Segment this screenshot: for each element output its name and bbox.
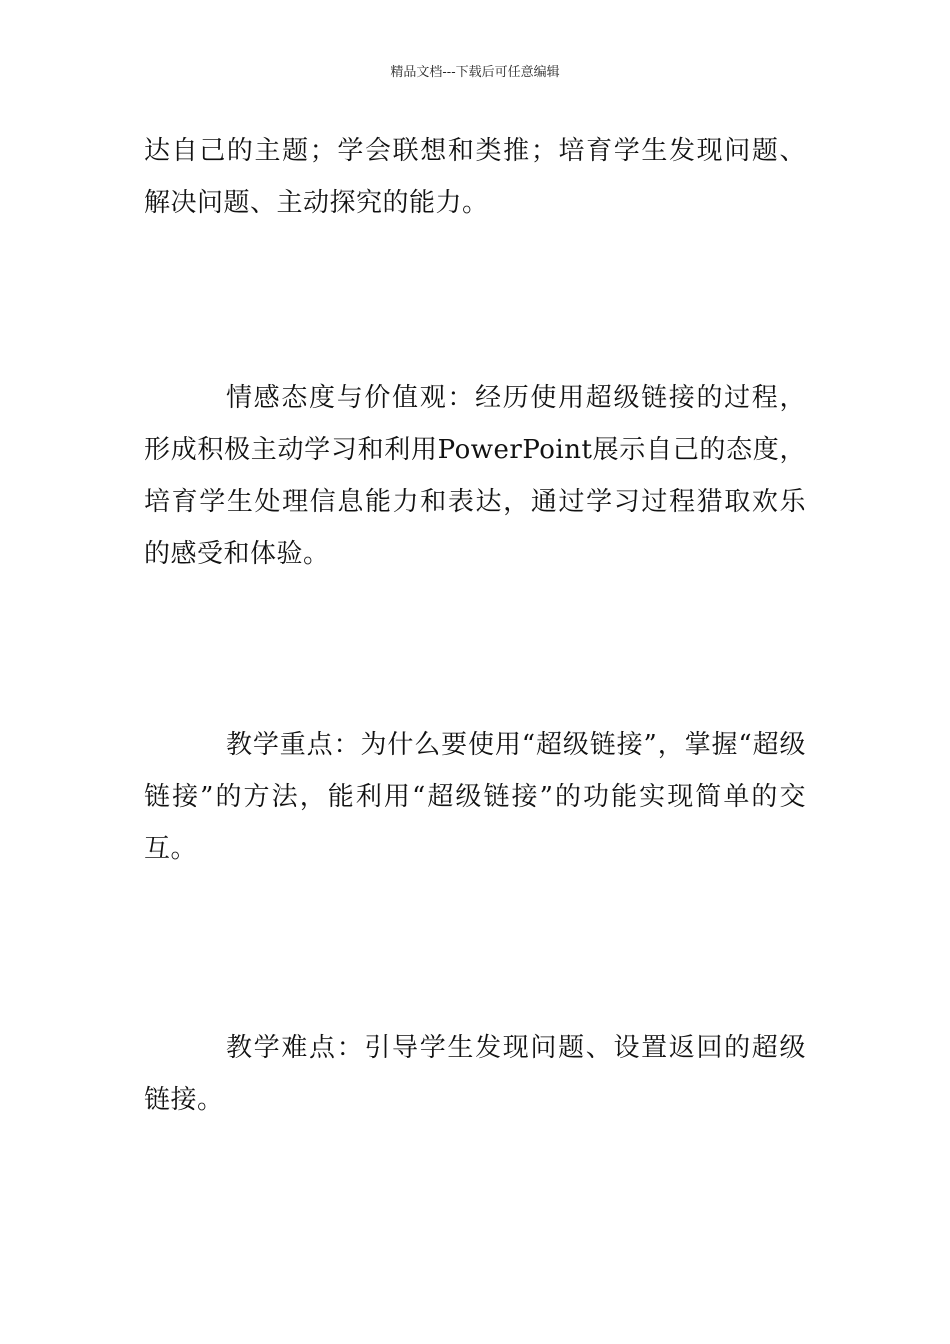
paragraph-teaching-key-points: 教学重点：为什么要使用“超级链接”，掌握“超级链接”的方法，能利用“超级链接”的功能实现简单的交互。: [144, 730, 806, 864]
paragraph-emotion-attitude-values: 情感态度与价值观：经历使用超级链接的过程，形成积极主动学习和利用PowerPoint展示自己的态度，培育学生处理信息能力和表达，通过学习过程猎取欢乐的感受和体验。: [144, 383, 806, 569]
page-header: 精品文档---下载后可任意编辑: [390, 65, 560, 80]
paragraph-teaching-difficulties: 教学难点：引导学生发现问题、设置返回的超级链接。: [144, 1033, 806, 1115]
paragraph-objectives-continued: 达自己的主题；学会联想和类推；培育学生发现问题、解决问题、主动探究的能力。: [144, 136, 806, 218]
